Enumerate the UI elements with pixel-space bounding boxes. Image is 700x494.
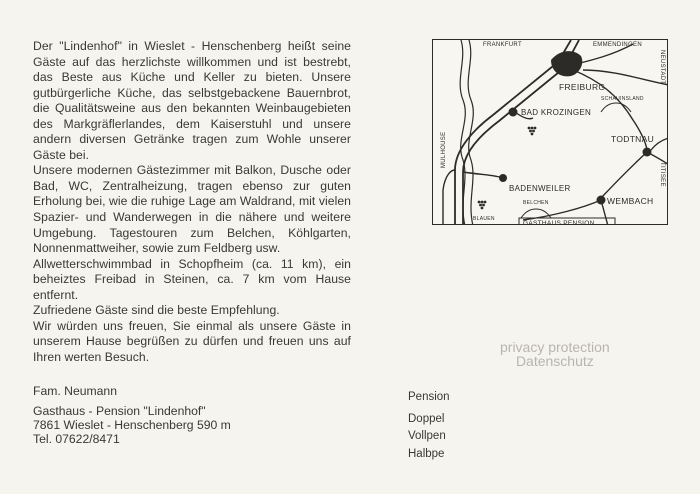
label-belchen: BELCHEN bbox=[523, 200, 549, 206]
label-todtnau: TODTNAU bbox=[611, 134, 655, 144]
label-emmendingen: EMMENDINGEN bbox=[593, 42, 642, 48]
owner-name: Fam. Neumann bbox=[33, 384, 117, 398]
closing-paragraph: Wir würden uns freuen, Sie einmal als unsere Gäste in unserem Hause begrüßen zu dürfen und freuen uns auf Ihren werten Besuch. bbox=[33, 318, 351, 364]
signature-block bbox=[33, 384, 353, 446]
label-mulhouse: MULHOUSE bbox=[441, 131, 447, 168]
label-titisee: TITISEE bbox=[659, 162, 665, 187]
label-gasthaus: GASTHAUS PENSION bbox=[523, 220, 595, 225]
rooms-paragraph: Unsere modernen Gästezimmer mit Balkon, Dusche oder Bad, WC, Zentralheizung, tragen ebenso zur guten Erholung bei, wie die ruhige Lage am Waldrand, mit vielen Spazier- und Wanderwegen in die nähere und weitere Umgebung. Tagestouren zum Belchen, Köhlgarten, Nonnenmattweiher, sowie zum Feldberg usw. bbox=[33, 163, 351, 256]
address: 7861 Wieslet - Henschenberg 590 m bbox=[33, 418, 231, 432]
label-badenweiler: BADENWEILER bbox=[509, 184, 571, 193]
swimming-paragraph: Allwetterschwimmbad in Schopfheim (ca. 11 km), ein beheiztes Freibad in Steinen, ca. 7 km vom Hause entfernt. bbox=[33, 256, 351, 302]
price-row-half-board: Halbpe bbox=[408, 447, 445, 460]
price-list bbox=[408, 389, 450, 463]
label-wembach: WEMBACH bbox=[607, 196, 654, 206]
price-row-double: Doppel bbox=[408, 412, 445, 425]
business-name: Gasthaus - Pension "Lindenhof" bbox=[33, 404, 206, 418]
label-freiburg: FREIBURG bbox=[559, 82, 606, 92]
phone: Tel. 07622/8471 bbox=[33, 432, 120, 446]
watermark-line-1: privacy protection bbox=[500, 339, 610, 355]
label-bad-krozingen: BAD KROZINGEN bbox=[521, 108, 592, 117]
recommendation-paragraph: Zufriedene Gäste sind die beste Empfehlung. bbox=[33, 303, 280, 318]
privacy-watermark bbox=[500, 340, 610, 368]
label-frankfurt: FRANKFURT bbox=[483, 42, 522, 48]
price-row-full-board: Vollpen bbox=[408, 430, 446, 442]
description-text bbox=[33, 39, 351, 365]
intro-paragraph: Der "Lindenhof" in Wieslet - Henschenberg heißt seine Gäste auf das herzlichste willkommen und ist bestrebt, das Beste aus Küche und Keller zu bieten. Unsere gutbürgerliche Küche, das selbstgebackene Bauernbrot, die Qualitätsweine aus den bekannten Weinbaugebieten des Markgräflerlandes, dem Kaiserstuhl und unsere andern diversen Getränke tragen zum Wohle unserer Gäste bei. bbox=[33, 39, 351, 162]
label-neustadt: NEUSTADT bbox=[659, 50, 665, 85]
label-schauinsland: SCHAUINSLAND bbox=[601, 96, 644, 102]
price-list-heading: Pension bbox=[408, 391, 450, 403]
route-map bbox=[432, 39, 668, 225]
watermark-line-2: Datenschutz bbox=[515, 353, 594, 369]
label-blauen: BLAUEN bbox=[473, 216, 495, 222]
